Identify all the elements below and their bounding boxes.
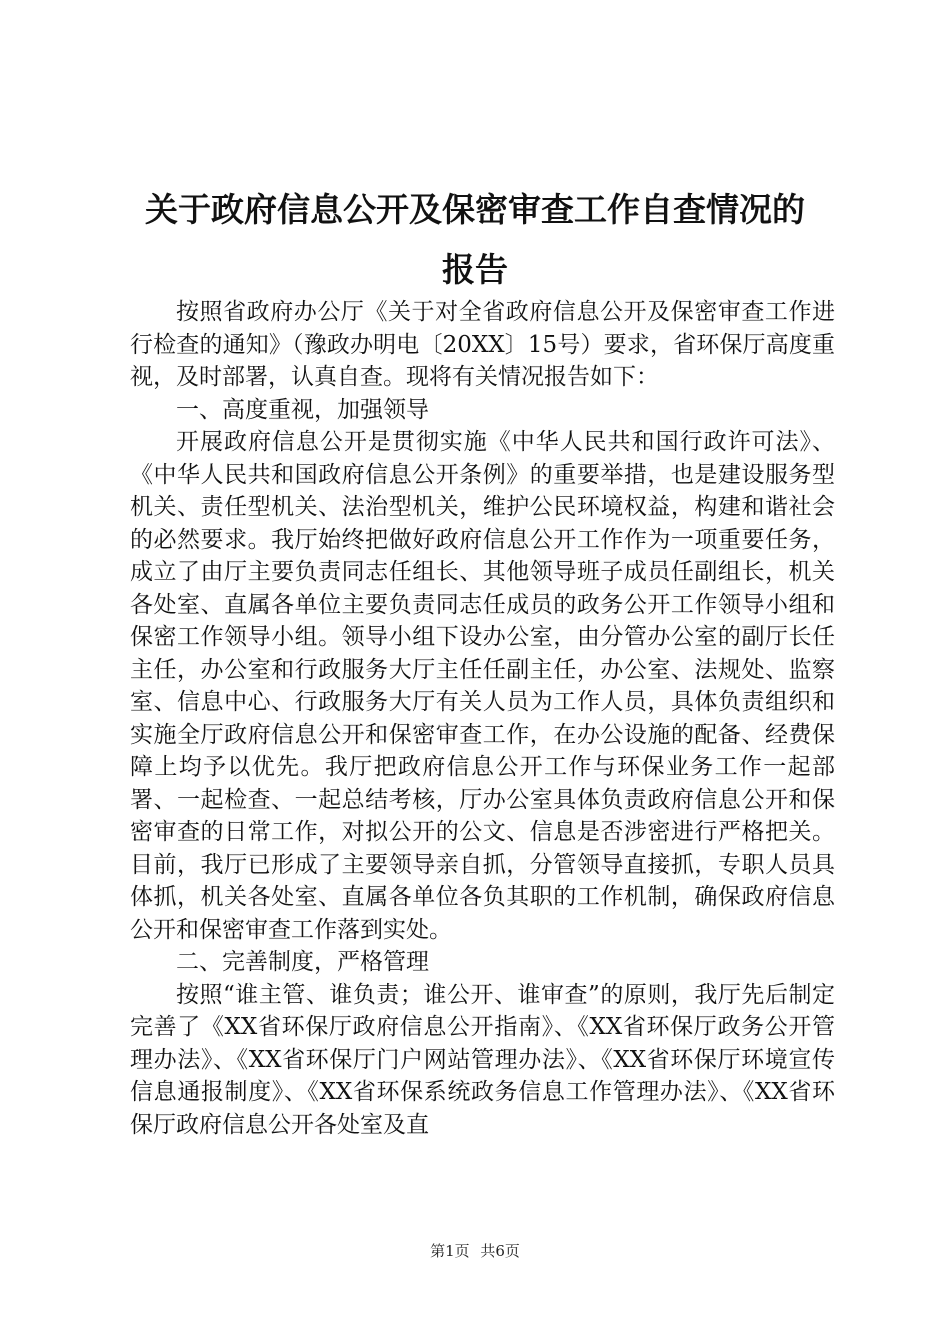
document-body xyxy=(130,296,835,1141)
section-1-paragraph: 开展政府信息公开是贯彻实施《中华人民共和国行政许可法》、《中华人民共和国政府信息公开条例》的重要举措，也是建设服务型机关、责任型机关、法治型机关，维护公民环境权益，构建和谐社会的必然要求。我厅始终把做好政府信息公开工作作为一项重要任务，成立了由厅主要负责同志任组长、其他领导班子成员任副组长，机关各处室、直属各单位主要负责同志任成员的政务公开工作领导小组和保密工作领导小组。领导小组下设办公室，由分管办公室的副厅长任主任，办公室和行政服务大厅主任任副主任，办公室、法规处、监察室、信息中心、行政服务大厅有关人员为工作人员，具体负责组织和实施全厅政府信息公开和保密审查工作，在办公设施的配备、经费保障上均予以优先。我厅把政府信息公开工作与环保业务工作一起部署、一起检查、一起总结考核，厅办公室具体负责政府信息公开和保密审查的日常工作，对拟公开的公文、信息是否涉密进行严格把关。目前，我厅已形成了主要领导亲自抓，分管领导直接抓，专职人员具体抓，机关各处室、直属各单位各负其职的工作机制，确保政府信息公开和保密审查工作落到实处。 xyxy=(130,429,835,943)
section-2-paragraph: 按照“谁主管、谁负责；谁公开、谁审查”的原则，我厅先后制定完善了《XX省环保厅政府信息公开指南》、《XX省环保厅政务公开管理办法》、《XX省环保厅门户网站管理办法》、《XX省环保厅环境宣传信息通报制度》、《XX省环保系统政务信息工作管理办法》、《XX省环保厅政府信息公开各处室及直 xyxy=(130,981,835,1138)
page-footer xyxy=(0,1241,950,1261)
page-total: 共6页 xyxy=(480,1242,520,1260)
section-heading-2: 二、完善制度，严格管理 xyxy=(176,949,429,975)
intro-paragraph: 按照省政府办公厅《关于对全省政府信息公开及保密审查工作进行检查的通知》（豫政办明电〔20XX〕15号）要求，省环保厅高度重视，及时部署，认真自查。现将有关情况报告如下： xyxy=(130,299,835,390)
page-number: 第1页 xyxy=(430,1242,470,1260)
document-title-line-2: 报告 xyxy=(442,250,508,289)
section-heading-1: 一、高度重视，加强领导 xyxy=(176,396,429,423)
document-title-line-1: 关于政府信息公开及保密审查工作自查情况的 xyxy=(145,190,805,229)
